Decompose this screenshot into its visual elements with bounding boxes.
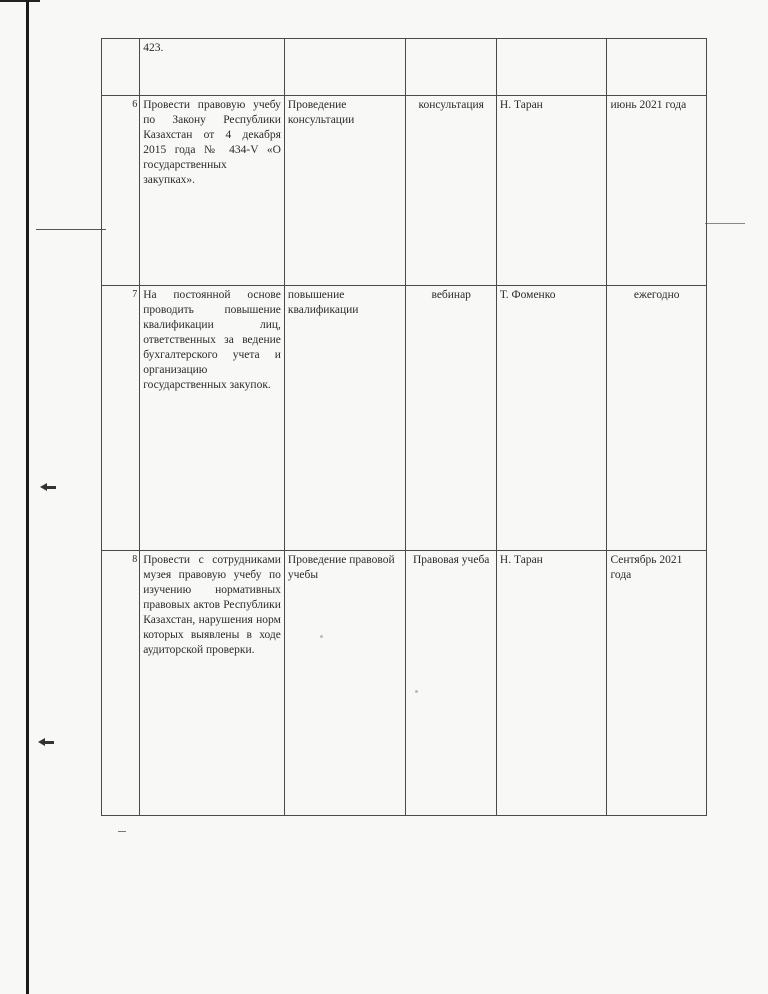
task-cell: Провести с сотрудниками музея правовую учебу по изучению нормативных правовых актов Республики Казахстан, нарушения норм которых выявлены в ходе аудиторской проверки.: [140, 551, 285, 816]
punch-hole-mark: [46, 486, 56, 489]
action-plan-table: [101, 38, 707, 816]
task-cell: На постоянной основе проводить повышение квалификации лиц, ответственных за ведение бухгалтерского учета и организацию государственных закупок.: [140, 286, 285, 551]
type-cell: Правовая учеба: [406, 551, 496, 816]
task-cell: Провести правовую учебу по Закону Республики Казахстан от 4 декабря 2015 года № 434-V «О государственных закупках».: [140, 96, 285, 286]
responsible-cell: [496, 39, 607, 96]
form-cell: повышение квалификации: [284, 286, 406, 551]
scan-line-mark: [705, 223, 745, 224]
deadline-cell: Сентябрь 2021 года: [607, 551, 707, 816]
form-cell: [284, 39, 406, 96]
scan-line-mark: [36, 229, 106, 230]
table-row: [102, 96, 707, 286]
form-cell: Проведение консультации: [284, 96, 406, 286]
responsible-cell: Н. Таран: [496, 96, 607, 286]
deadline-cell: [607, 39, 707, 96]
type-cell: консультация: [406, 96, 496, 286]
row-number: [102, 39, 140, 96]
table-row: [102, 39, 707, 96]
scan-left-edge: [26, 0, 29, 994]
type-cell: вебинар: [406, 286, 496, 551]
table-row: [102, 551, 707, 816]
responsible-cell: Н. Таран: [496, 551, 607, 816]
responsible-cell: Т. Фоменко: [496, 286, 607, 551]
row-number: 7: [102, 286, 140, 551]
task-cell: 423.: [140, 39, 285, 96]
scan-dot-mark: [118, 831, 126, 832]
scan-corner-mark: [0, 0, 40, 14]
deadline-cell: ежегодно: [607, 286, 707, 551]
form-cell: Проведение правовой учебы: [284, 551, 406, 816]
row-number: 8: [102, 551, 140, 816]
deadline-cell: июнь 2021 года: [607, 96, 707, 286]
type-cell: [406, 39, 496, 96]
row-number: 6: [102, 96, 140, 286]
table-row: [102, 286, 707, 551]
punch-hole-mark: [44, 741, 54, 744]
